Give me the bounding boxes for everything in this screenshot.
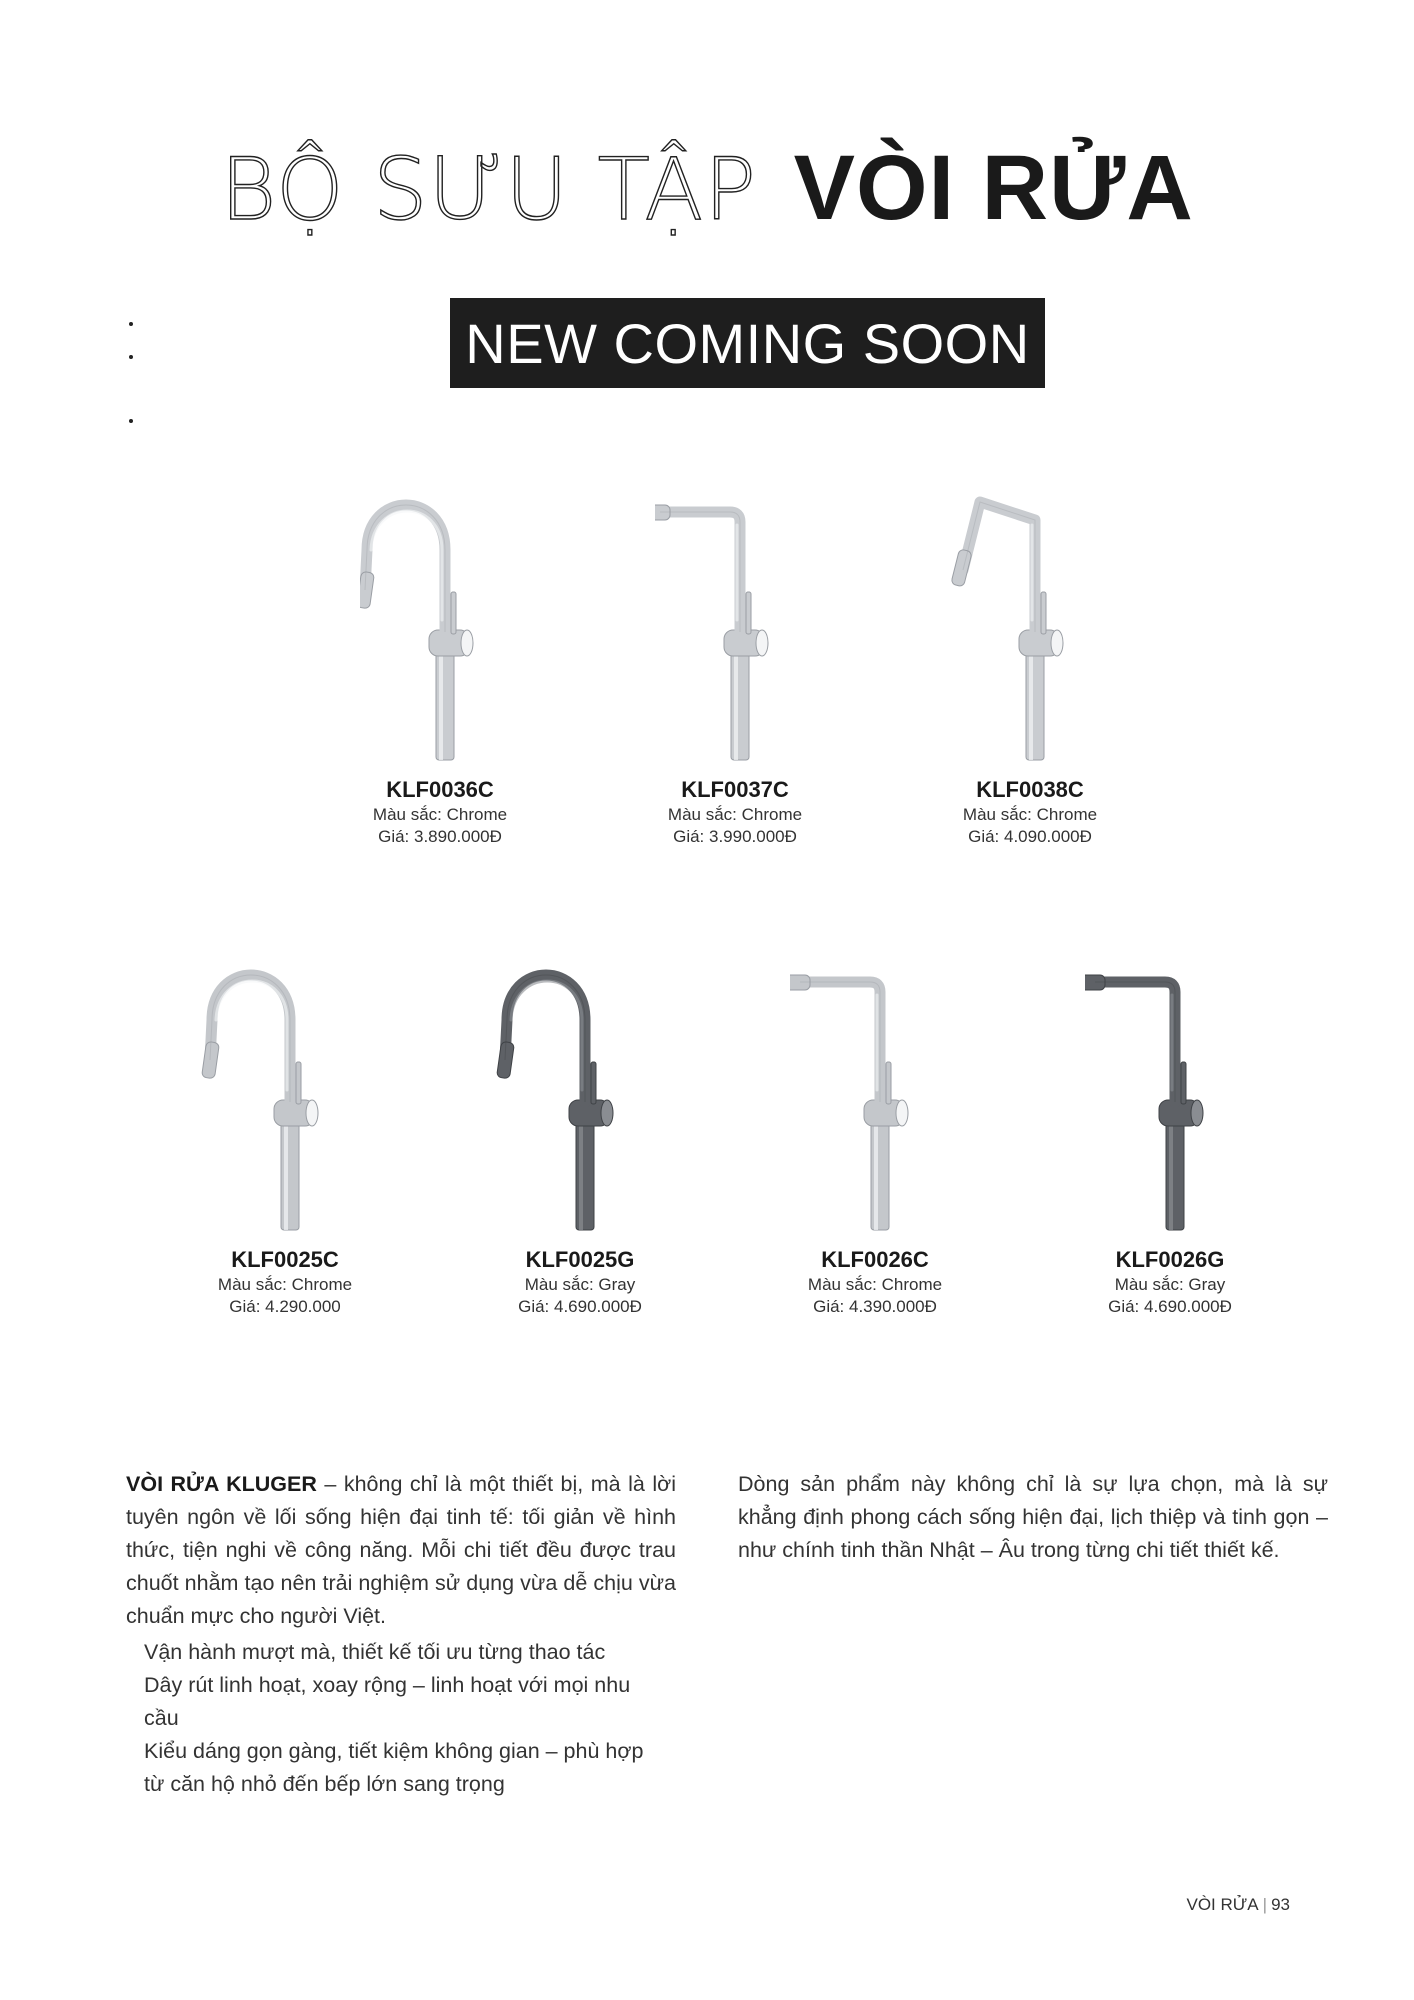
product-code: KLF0026C [821, 1247, 929, 1272]
product-color: Màu sắc: Chrome [372, 805, 508, 824]
feature-item: Kiểu dáng gọn gàng, tiết kiệm không gian – phù hợp từ căn hộ nhỏ đến bếp lớn sang trọng [144, 1739, 644, 1796]
page-number: 93 [1271, 1895, 1290, 1914]
product-code: KLF0036C [386, 777, 494, 802]
product-price: Giá: 4.290.000 [229, 1297, 341, 1316]
intro-paragraph [126, 1468, 676, 1633]
intro-bold: VÒI RỬA KLUGER [126, 1472, 317, 1496]
product-code: KLF0026G [1115, 1247, 1225, 1272]
product-price: Giá: 4.690.000Đ [1108, 1297, 1232, 1316]
bullet-dot [129, 322, 133, 326]
product-color: Màu sắc: Chrome [667, 805, 803, 824]
product-price: Giá: 3.890.000Đ [378, 827, 502, 846]
faucet-image [950, 480, 1110, 770]
product-card[interactable] [640, 480, 830, 848]
product-code: KLF0037C [681, 777, 789, 802]
product-card[interactable] [780, 950, 970, 1318]
product-card[interactable] [345, 480, 535, 848]
product-card[interactable] [190, 950, 380, 1318]
product-color: Màu sắc: Chrome [807, 1275, 943, 1294]
product-price: Giá: 4.690.000Đ [518, 1297, 642, 1316]
title-bold: VÒI RỬA [793, 137, 1194, 239]
title-light: BỘ SƯU TẬP [220, 140, 758, 240]
product-code: KLF0038C [976, 777, 1084, 802]
faucet-image [200, 950, 370, 1240]
faucet-image [655, 480, 815, 770]
product-card[interactable] [1075, 950, 1265, 1318]
footer-section: VÒI RỬA [1186, 1895, 1259, 1914]
faucet-image [360, 480, 520, 770]
product-card[interactable] [935, 480, 1125, 848]
feature-list [144, 1636, 664, 1801]
faucet-image [790, 950, 960, 1240]
product-price: Giá: 3.990.000Đ [673, 827, 797, 846]
product-color: Màu sắc: Chrome [217, 1275, 353, 1294]
page-footer: VÒI RỬA | 93 [1186, 1895, 1290, 1914]
page-title [0, 138, 1414, 240]
product-color: Màu sắc: Chrome [962, 805, 1098, 824]
intro-text: – không chỉ là một thiết bị, mà là lời tuyên ngôn về lối sống hiện đại tinh tế: tối giản về hình thức, tiện nghi về công năng. Mỗi chi tiết đều được trau chuốt nhằm tạo nên trải nghiệm sử dụng vừa dễ chịu vừa chuẩn mực cho người Việt. [126, 1472, 676, 1628]
product-price: Giá: 4.390.000Đ [813, 1297, 937, 1316]
product-color: Màu sắc: Gray [524, 1275, 636, 1294]
feature-item: Vận hành mượt mà, thiết kế tối ưu từng thao tác [144, 1640, 606, 1664]
faucet-image [495, 950, 665, 1240]
new-coming-soon-badge: NEW COMING SOON [450, 298, 1045, 388]
closing-paragraph: Dòng sản phẩm này không chỉ là sự lựa chọn, mà là sự khẳng định phong cách sống hiện đại, lịch thiệp và tinh gọn – như chính tinh thần Nhật – Âu trong từng chi tiết thiết kế. [738, 1472, 1328, 1562]
bullet-dot [129, 419, 133, 423]
product-code: KLF0025G [525, 1247, 635, 1272]
product-price: Giá: 4.090.000Đ [968, 827, 1092, 846]
bullet-dot [129, 355, 133, 359]
faucet-image [1085, 950, 1255, 1240]
product-color: Màu sắc: Gray [1114, 1275, 1226, 1294]
product-code: KLF0025C [231, 1247, 339, 1272]
product-card[interactable] [485, 950, 675, 1318]
feature-item: Dây rút linh hoạt, xoay rộng – linh hoạt với mọi nhu cầu [144, 1673, 631, 1730]
